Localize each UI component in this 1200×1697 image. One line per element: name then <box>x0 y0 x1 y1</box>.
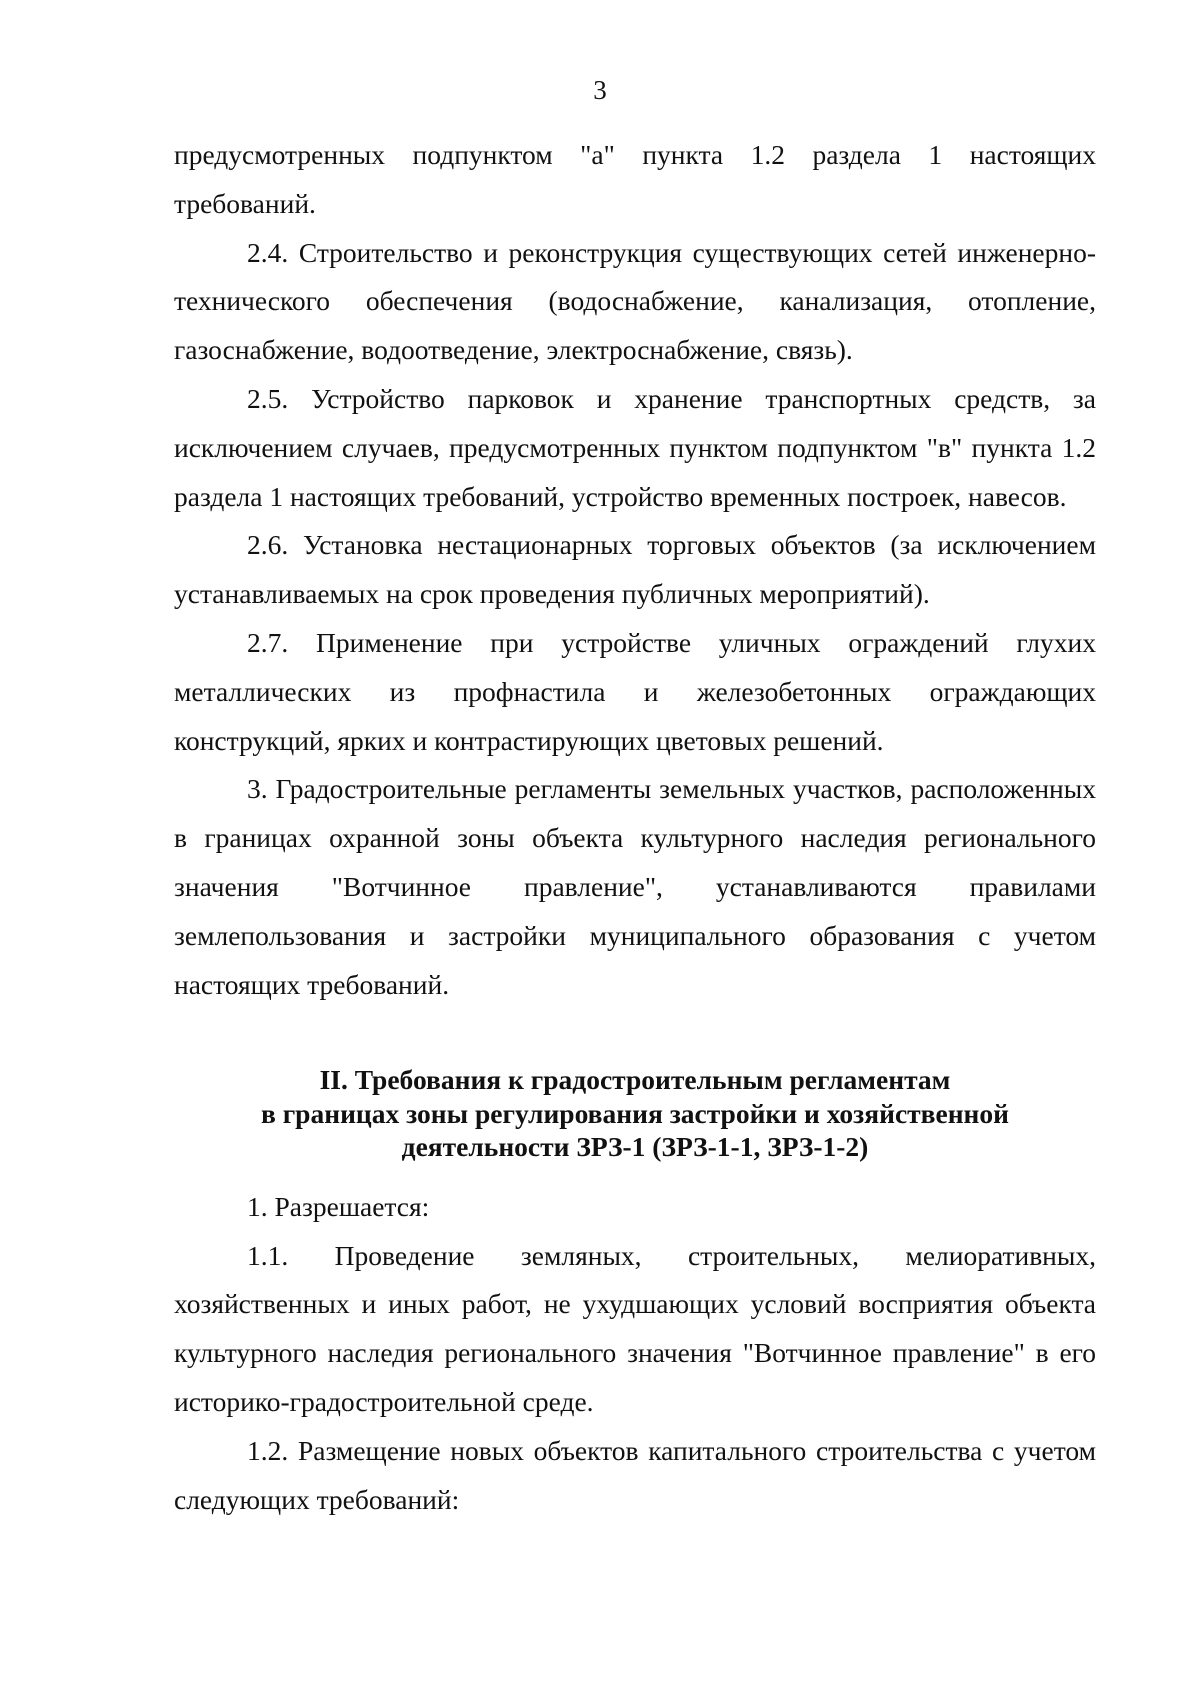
paragraph-1-1: 1.1. Проведение земляных, строительных, мелиоративных, хозяйственных и иных работ, не ухудшающих условий восприятия объекта культурного наследия регионального значения "Вотчинное правление" в его историко-градостроительной среде. <box>174 1239 1096 1418</box>
paragraph-2-5: 2.5. Устройство парковок и хранение транспортных средств, за исключением случаев, предусмотренных пунктом подпунктом "в" пункта 1.2 раздела 1 настоящих требований, устройство временных построек, навесов. <box>174 382 1096 512</box>
section-heading-line: II. Требования к градостроительным регламентам <box>319 1064 951 1096</box>
page-number: 3 <box>593 75 607 105</box>
paragraph-1-2: 1.2. Размещение новых объектов капитального строительства с учетом следующих требований: <box>174 1434 1096 1515</box>
section-heading <box>174 1063 1096 1164</box>
paragraph-3: 3. Градостроительные регламенты земельных участков, расположенных в границах охранной зоны объекта культурного наследия регионального значения "Вотчинное правление", устанавливаются правилами землепользования и застройки муниципального образования с учетом настоящих требований. <box>174 773 1096 1000</box>
section-heading-line: деятельности ЗРЗ-1 (ЗРЗ-1-1, ЗРЗ-1-2) <box>401 1131 869 1163</box>
paragraph-2-7: 2.7. Применение при устройстве уличных ограждений глухих металлических из профнастила и железобетонных ограждающих конструкций, ярких и контрастирующих цветовых решений. <box>174 626 1096 756</box>
section-heading-line: в границах зоны регулирования застройки и хозяйственной <box>260 1097 1010 1129</box>
paragraph-2-4: 2.4. Строительство и реконструкция существующих сетей инженерно-технического обеспечения (водоснабжение, канализация, отопление, газоснабжение, водоотведение, электроснабжение, связь). <box>174 236 1096 366</box>
paragraph-2-6: 2.6. Установка нестационарных торговых объектов (за исключением устанавливаемых на срок проведения публичных мероприятий). <box>174 529 1096 610</box>
paragraph-1: 1. Разрешается: <box>247 1190 430 1222</box>
document-body <box>174 131 1096 1524</box>
paragraph-continuation: предусмотренных подпунктом "а" пункта 1.2 раздела 1 настоящих требований. <box>174 139 1096 219</box>
